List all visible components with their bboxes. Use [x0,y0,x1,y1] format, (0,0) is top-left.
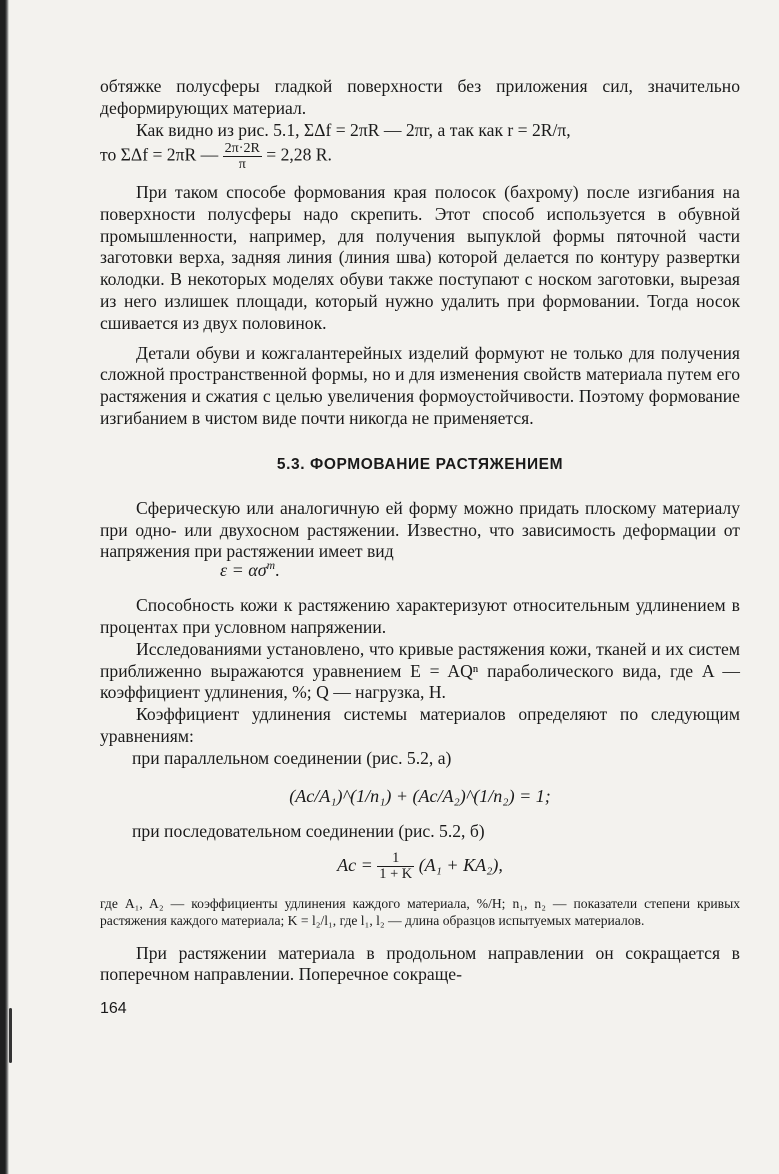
paragraph-transverse: При растяжении материала в продольном направлении он сокращается в поперечном направлении. Поперечное сокраще- [100,942,740,985]
formula-sum-delta [100,141,740,172]
paragraph-curves: Исследованиями установлено, что кривые растяжения кожи, тканей и их систем приближенно выражаются уравнением E = AQⁿ параболического вида, где A — коэффициент удлинения, %; Q — нагрузка, Н. [100,638,740,703]
item-series: при последовательном соединении (рис. 5.2, б) [132,821,485,842]
item-parallel: при параллельном соединении (рис. 5.2, а) [132,747,452,768]
book-spine-edge [0,0,9,1174]
equation-parallel: (Aс/A₁)^(1/n₁) + (Aс/A₂)^(1/n₂) = 1; [289,786,551,807]
equation-deformation-end: . [275,560,280,581]
paragraph-fringe-method: При таком способе формования края полосок (бахрому) после изгибания на поверхности полусферы надо скрепить. Этот способ используется в обувной промышленности, например, для получения выпуклой формы пяточной части заготовки верха, задняя линия (линия шва) которой делается по контуру развертки колодки. В некоторых моделях обуви также поступают с носком заготовки, вырезая из него излишек площади, который нужно удалить при формовании. Тогда носок сшивается из двух половинок. [100,181,740,333]
equation-series [100,851,740,882]
equation-deformation-exponent: m [266,559,276,573]
section-heading: 5.3. ФОРМОВАНИЕ РАСТЯЖЕНИЕМ [276,455,564,473]
binding-mark [9,1008,12,1063]
paragraph-coefficient: Коэффициент удлинения системы материалов определяют по следующим уравнениям: [100,704,740,746]
equation-series-post: (A₁ + KA₂), [418,855,503,876]
formula-sum-denominator: π [238,156,246,173]
paragraph-calc-lead: Как видно из рис. 5.1, ΣΔf = 2πR — 2πr, а так как r = 2R/π, [136,119,571,140]
paragraph-elongation: Способность кожи к растяжению характеризуют относительным удлинением в процентах при условном напряжении. [100,595,740,637]
page-number: 164 [100,1000,127,1018]
paragraph-shoe-parts: Детали обуви и кожгалантерейных изделий формуют не только для получения сложной пространственной формы, но и для изменения свойств материала путем его растяжения и сжатия с целью увеличения формоустойчивости. Поэтому формование изгибанием в чистом виде почти никогда не применяется. [100,342,740,428]
formula-sum-numerator: 2π·2R [224,140,260,157]
paragraph-spherical-form: Сферическую или аналогичную ей форму можно придать плоскому материалу при одно- или двухосном растяжении. Известно, что зависимость деформации от напряжения при растяжении имеет вид [100,497,740,562]
paragraph-intro: обтяжке полусферы гладкой поверхности без приложения сил, значительно деформирующих материал. [100,76,740,118]
formula-sum-post: = 2,28 R. [266,144,332,165]
equation-deformation-body: ε = ασ [220,560,267,581]
equation-series-numerator: 1 [377,851,414,867]
formula-sum-pre: то ΣΔf = 2πR — [100,144,219,165]
formula-sum-fraction [223,141,262,172]
equation-series-denominator: 1 + K [379,866,413,883]
equation-series-fraction [377,851,414,882]
page-content [100,76,740,1018]
footnote-legend: где A₁, A₂ — коэффициенты удлинения каждого материала, %/Н; n₁, n₂ — показатели степени кривых растяжения каждого материала; K = l₂/l₁, где l₁, l₂ — длина образцов испытуемых материалов. [100,895,740,928]
equation-series-pre: Aс = [337,855,373,876]
